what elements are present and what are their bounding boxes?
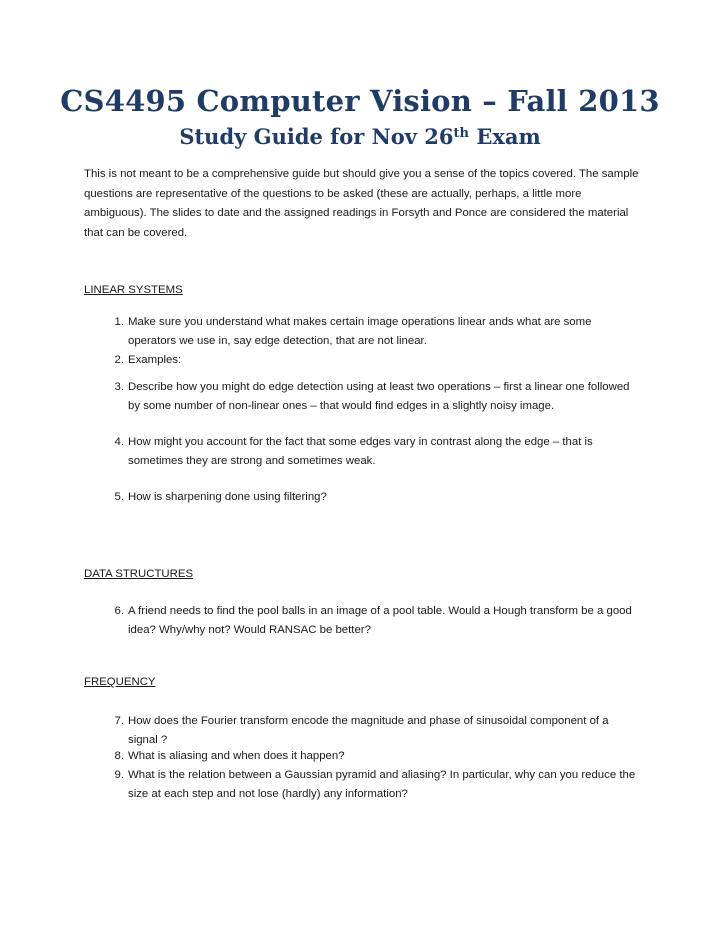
item-number: 3.: [114, 381, 124, 393]
subtitle-superscript: th: [453, 126, 470, 141]
intro-paragraph: This is not meant to be a comprehensive guide but should give you a sense of the topics covered. The sample questions are representative of the questions to be asked (these are actually, perhaps, a little more ambiguous). The slides to date and the assigned readings in Forsyth and Ponce are considered the material that can be covered.: [84, 168, 639, 239]
item-number: 7.: [114, 715, 124, 727]
item-text: Describe how you might do edge detection using at least two operations – first a linear one followed by some number of non-linear ones – that would find edges in a slightly noisy image.: [128, 381, 630, 412]
item-text: Make sure you understand what makes certain image operations linear ands what are some operators we use in, say edge detection, that are not linear.: [128, 316, 592, 347]
item-number: 9.: [114, 769, 124, 781]
item-number: 6.: [114, 605, 124, 617]
list-item: [100, 433, 640, 471]
item-text: How might you account for the fact that some edges vary in contrast along the edge – that is sometimes they are strong and sometimes weak.: [128, 436, 593, 467]
document-subtitle: [0, 124, 720, 149]
item-number: 5.: [114, 491, 124, 503]
item-text: Examples:: [128, 354, 182, 366]
list-item: [100, 766, 640, 804]
list-item: [100, 602, 640, 640]
item-number: 2.: [114, 354, 124, 366]
list-item: [100, 378, 640, 416]
item-text: How is sharpening done using filtering?: [128, 491, 327, 503]
subtitle-end: Exam: [469, 124, 541, 149]
document-title: CS4495 Computer Vision – Fall 2013: [60, 84, 660, 118]
list-item: [100, 351, 640, 370]
item-text: How does the Fourier transform encode the magnitude and phase of sinusoidal component of a signal ?: [128, 715, 609, 746]
subtitle-main: Study Guide for Nov 26: [179, 124, 454, 149]
item-text: What is aliasing and when does it happen?: [128, 750, 345, 762]
item-number: 4.: [114, 436, 124, 448]
list-item: [100, 712, 640, 750]
section-heading-linear-systems: LINEAR SYSTEMS: [84, 284, 183, 296]
section-heading-data-structures: DATA STRUCTURES: [84, 568, 194, 580]
item-text: What is the relation between a Gaussian pyramid and aliasing? In particular, why can you reduce the size at each step and not lose (hardly) any information?: [128, 769, 636, 800]
item-number: 8.: [114, 750, 124, 762]
list-item: [100, 488, 640, 507]
list-item: [100, 313, 640, 351]
list-item: [100, 747, 640, 766]
item-number: 1.: [114, 316, 124, 328]
section-heading-frequency: FREQUENCY: [84, 676, 156, 688]
item-text: A friend needs to find the pool balls in an image of a pool table. Would a Hough transform be a good idea? Why/why not? Would RANSAC be better?: [128, 605, 632, 636]
